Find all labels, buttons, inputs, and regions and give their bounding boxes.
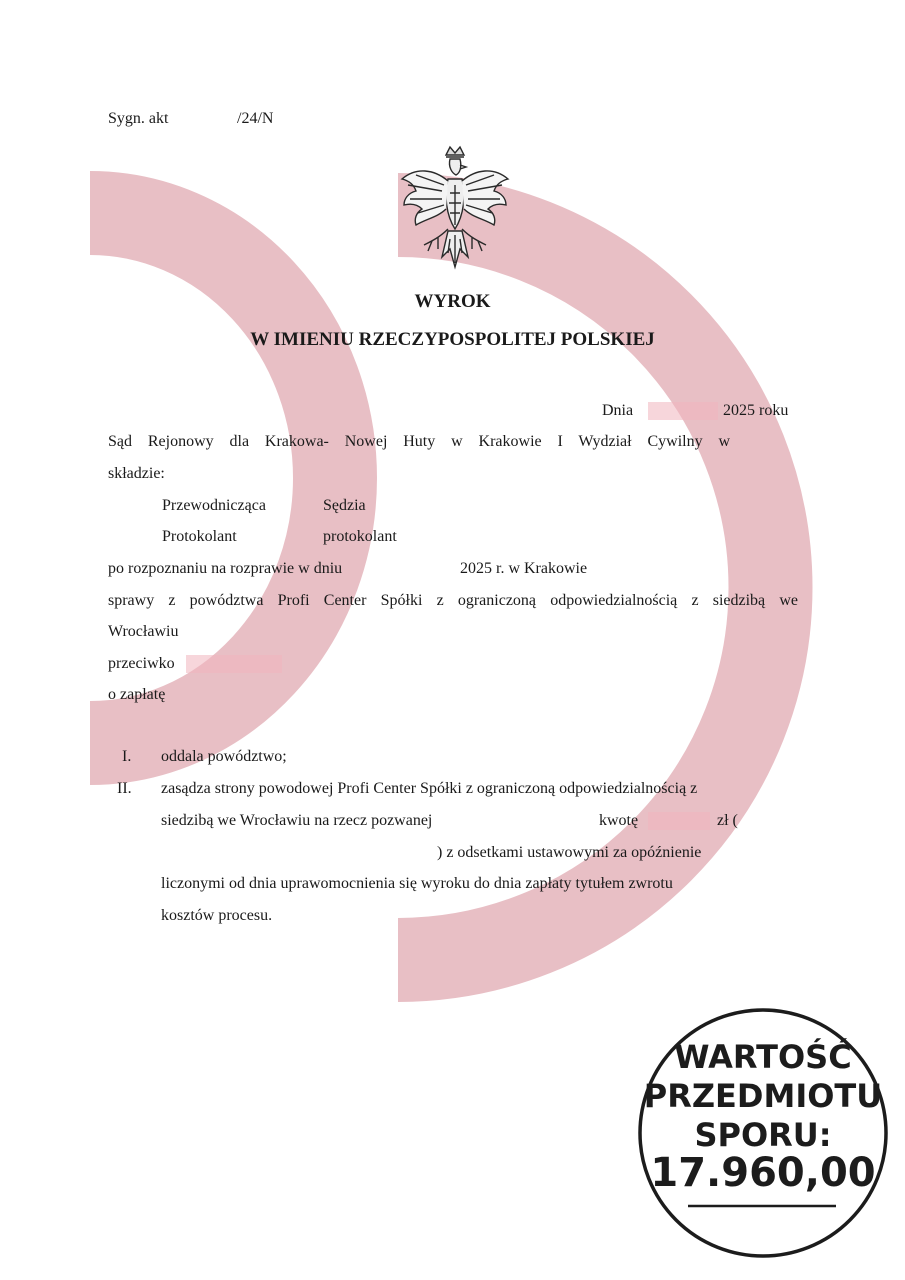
ruling-text-1: oddala powództwo; (161, 748, 287, 765)
chair-title: Sędzia (323, 497, 366, 514)
date-year: 2025 roku (723, 402, 789, 419)
ruling-amount-label: kwotę (599, 812, 639, 829)
hearing-place: 2025 r. w Krakowie (460, 560, 588, 577)
date-label: Dnia (602, 402, 634, 419)
against-label: przeciwko (108, 655, 175, 672)
document-title: WYROK (414, 291, 491, 312)
redaction-amount (648, 812, 710, 830)
clerk-role: Protokolant (162, 528, 237, 545)
ruling-text-2-line5: kosztów procesu. (161, 907, 273, 924)
ruling-text-2-line4: liczonymi od dnia uprawomocnienia się wyroku do dnia zapłaty tytułem zwrotu (161, 875, 673, 892)
court-composition-label: składzie: (108, 465, 165, 482)
stamp-value: 17.960,00 (650, 1150, 876, 1196)
document-subtitle: W IMIENIU RZECZYPOSPOLITEJ POLSKIEJ (250, 329, 655, 350)
polish-eagle-emblem-icon (398, 145, 512, 273)
ruling-text-2-line2: siedzibą we Wrocławiu na rzecz pozwanej (161, 812, 433, 829)
case-signature-number: /24/N (237, 110, 274, 127)
case-signature-label: Sygn. akt (108, 110, 169, 127)
case-subject: o zapłatę (108, 686, 166, 703)
stamp-line-1: WARTOŚĆ (674, 1038, 852, 1076)
plaintiff-city: Wrocławiu (108, 623, 179, 640)
court-name-line: Sąd Rejonowy dla Krakowa- Nowej Huty w Krakowie I Wydział Cywilny w (108, 433, 730, 450)
redaction-defendant (186, 655, 282, 673)
ruling-text-2-line3: ) z odsetkami ustawowymi za opóźnienie (437, 844, 702, 861)
case-parties-line: sprawy z powództwa Profi Center Spółki z ograniczoną odpowiedzialnością z siedzibą we (108, 592, 798, 609)
clerk-title: protokolant (323, 528, 397, 545)
stamp-line-3: SPORU: (694, 1116, 832, 1154)
chair-role: Przewodnicząca (162, 497, 266, 514)
stamp-line-2: PRZEDMIOTU (643, 1077, 883, 1115)
hearing-text: po rozpoznaniu na rozprawie w dniu (108, 560, 343, 577)
ruling-numeral-1: I. (122, 748, 132, 765)
ruling-currency: zł ( (717, 812, 738, 829)
ruling-numeral-2: II. (117, 780, 132, 797)
redaction-date (648, 402, 718, 420)
ruling-text-2-line1: zasądza strony powodowej Profi Center Spółki z ograniczoną odpowiedzialnością z (161, 780, 698, 797)
